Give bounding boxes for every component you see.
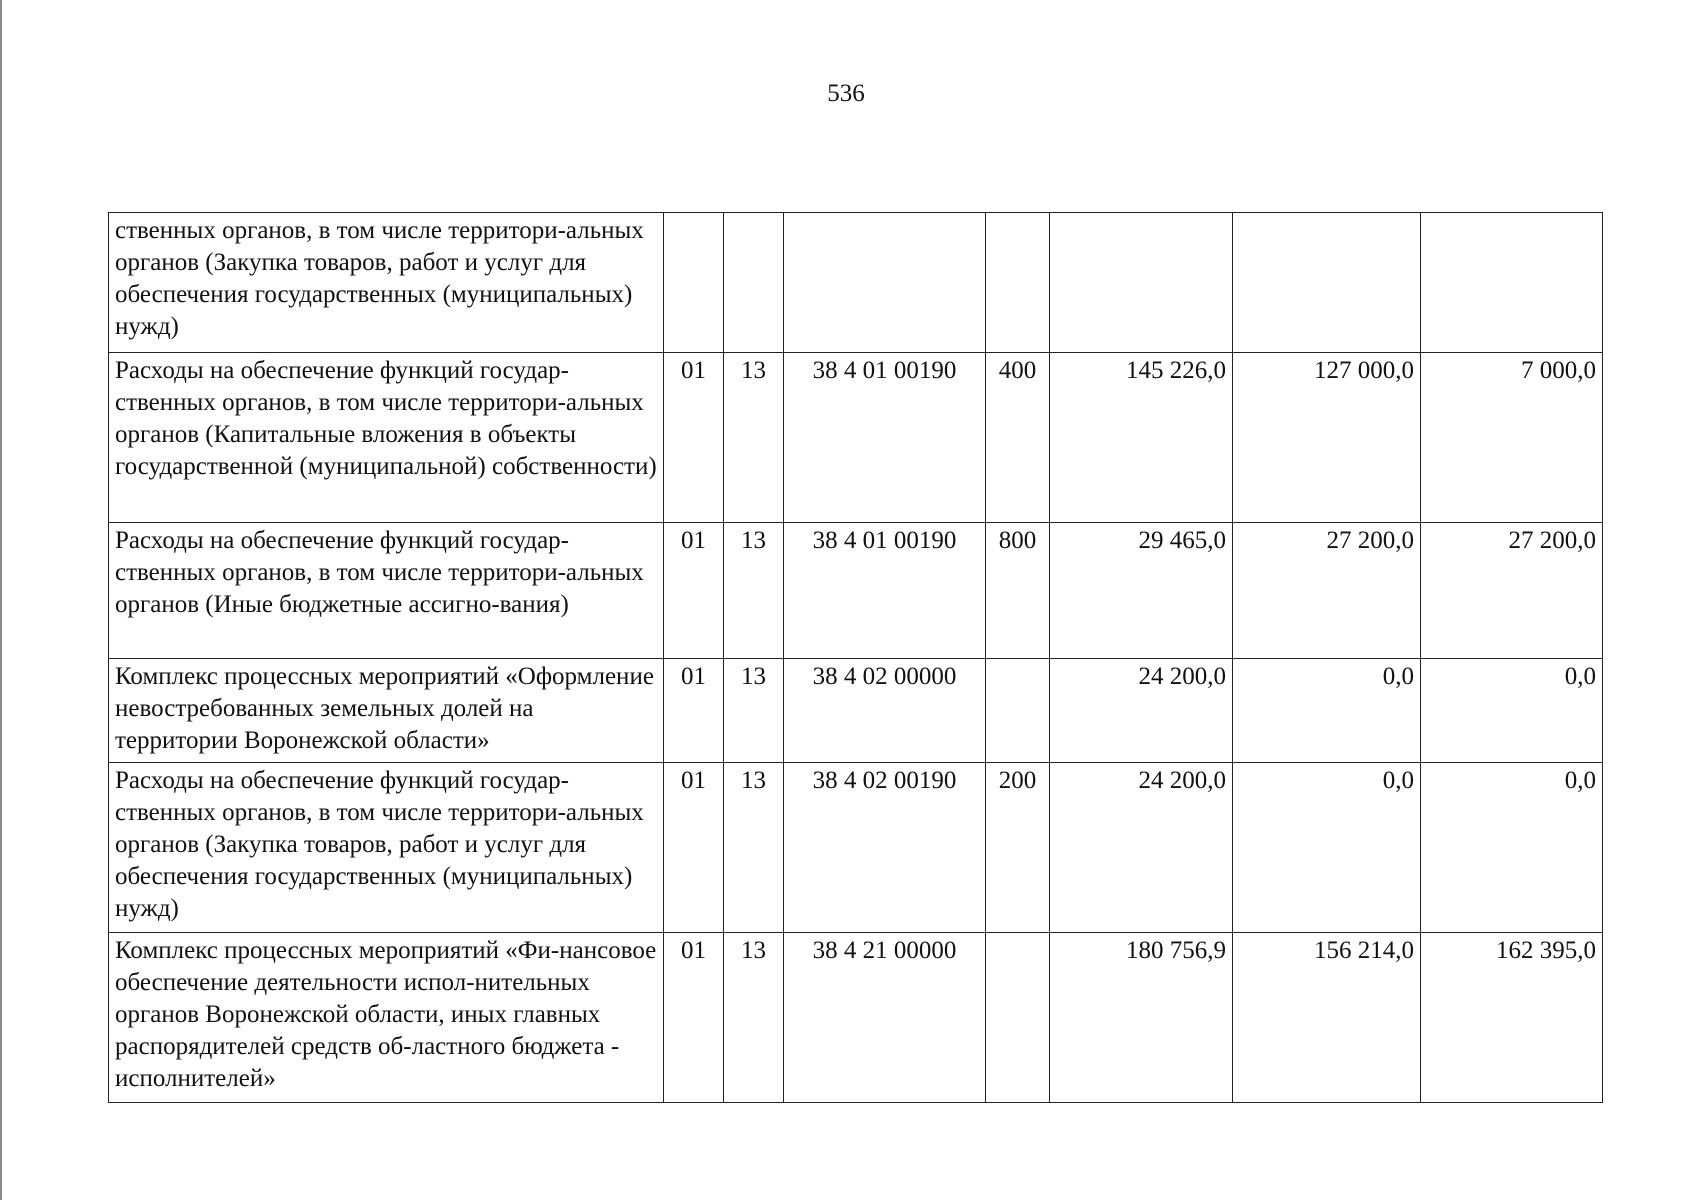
row-name: Расходы на обеспечение функций государ-ственных органов, в том числе территори-альных органов (Иные бюджетные ассигно-вания) <box>109 523 664 659</box>
row-target-code: 38 4 21 00000 <box>784 933 986 1103</box>
row-expense-type: 400 <box>986 353 1050 523</box>
row-target-code: 38 4 01 00190 <box>784 523 986 659</box>
row-sum-3: 7 000,0 <box>1421 353 1603 523</box>
row-sum-3 <box>1421 213 1603 353</box>
row-target-code: 38 4 02 00000 <box>784 659 986 763</box>
table-row <box>109 933 1603 1103</box>
table-row <box>109 659 1603 763</box>
row-sum-2: 0,0 <box>1233 659 1421 763</box>
row-section: 01 <box>664 659 724 763</box>
row-sum-2: 0,0 <box>1233 763 1421 933</box>
row-section: 01 <box>664 933 724 1103</box>
row-subsection: 13 <box>724 763 784 933</box>
row-name: Комплекс процессных мероприятий «Фи-нансовое обеспечение деятельности испол-нительных органов Воронежской области, иных главных распорядителей средств об-ластного бюджета - исполнителей» <box>109 933 664 1103</box>
row-sum-1: 24 200,0 <box>1050 659 1233 763</box>
table-row <box>109 523 1603 659</box>
row-expense-type: 800 <box>986 523 1050 659</box>
row-target-code <box>784 213 986 353</box>
row-name: Комплекс процессных мероприятий «Оформление невостребованных земельных долей на территории Воронежской области» <box>109 659 664 763</box>
row-target-code: 38 4 01 00190 <box>784 353 986 523</box>
row-sum-2 <box>1233 213 1421 353</box>
table-row <box>109 763 1603 933</box>
table-row <box>109 213 1603 353</box>
row-expense-type <box>986 933 1050 1103</box>
row-sum-3: 0,0 <box>1421 763 1603 933</box>
row-section: 01 <box>664 763 724 933</box>
row-subsection <box>724 213 784 353</box>
row-expense-type <box>986 659 1050 763</box>
row-sum-1: 24 200,0 <box>1050 763 1233 933</box>
row-sum-3: 27 200,0 <box>1421 523 1603 659</box>
row-expense-type <box>986 213 1050 353</box>
row-name: Расходы на обеспечение функций государ-ственных органов, в том числе территори-альных органов (Капитальные вложения в объекты государственной (муниципальной) собственности) <box>109 353 664 523</box>
row-name: ственных органов, в том числе территори-альных органов (Закупка товаров, работ и услуг для обеспечения государственных (муниципальных) нужд) <box>109 213 664 353</box>
table-row <box>109 353 1603 523</box>
row-subsection: 13 <box>724 933 784 1103</box>
budget-table <box>108 212 1603 1103</box>
row-sum-1: 180 756,9 <box>1050 933 1233 1103</box>
row-subsection: 13 <box>724 353 784 523</box>
row-subsection: 13 <box>724 523 784 659</box>
row-name: Расходы на обеспечение функций государ-ственных органов, в том числе территори-альных органов (Закупка товаров, работ и услуг для обеспечения государственных (муниципальных) нужд) <box>109 763 664 933</box>
page-number: 536 <box>827 80 865 107</box>
row-subsection: 13 <box>724 659 784 763</box>
page-edge <box>0 0 2 1200</box>
row-sum-1: 145 226,0 <box>1050 353 1233 523</box>
row-sum-3: 0,0 <box>1421 659 1603 763</box>
row-section: 01 <box>664 353 724 523</box>
row-sum-2: 127 000,0 <box>1233 353 1421 523</box>
row-sum-2: 27 200,0 <box>1233 523 1421 659</box>
row-sum-1 <box>1050 213 1233 353</box>
row-sum-1: 29 465,0 <box>1050 523 1233 659</box>
row-sum-2: 156 214,0 <box>1233 933 1421 1103</box>
row-expense-type: 200 <box>986 763 1050 933</box>
row-target-code: 38 4 02 00190 <box>784 763 986 933</box>
row-section: 01 <box>664 523 724 659</box>
row-sum-3: 162 395,0 <box>1421 933 1603 1103</box>
row-section <box>664 213 724 353</box>
